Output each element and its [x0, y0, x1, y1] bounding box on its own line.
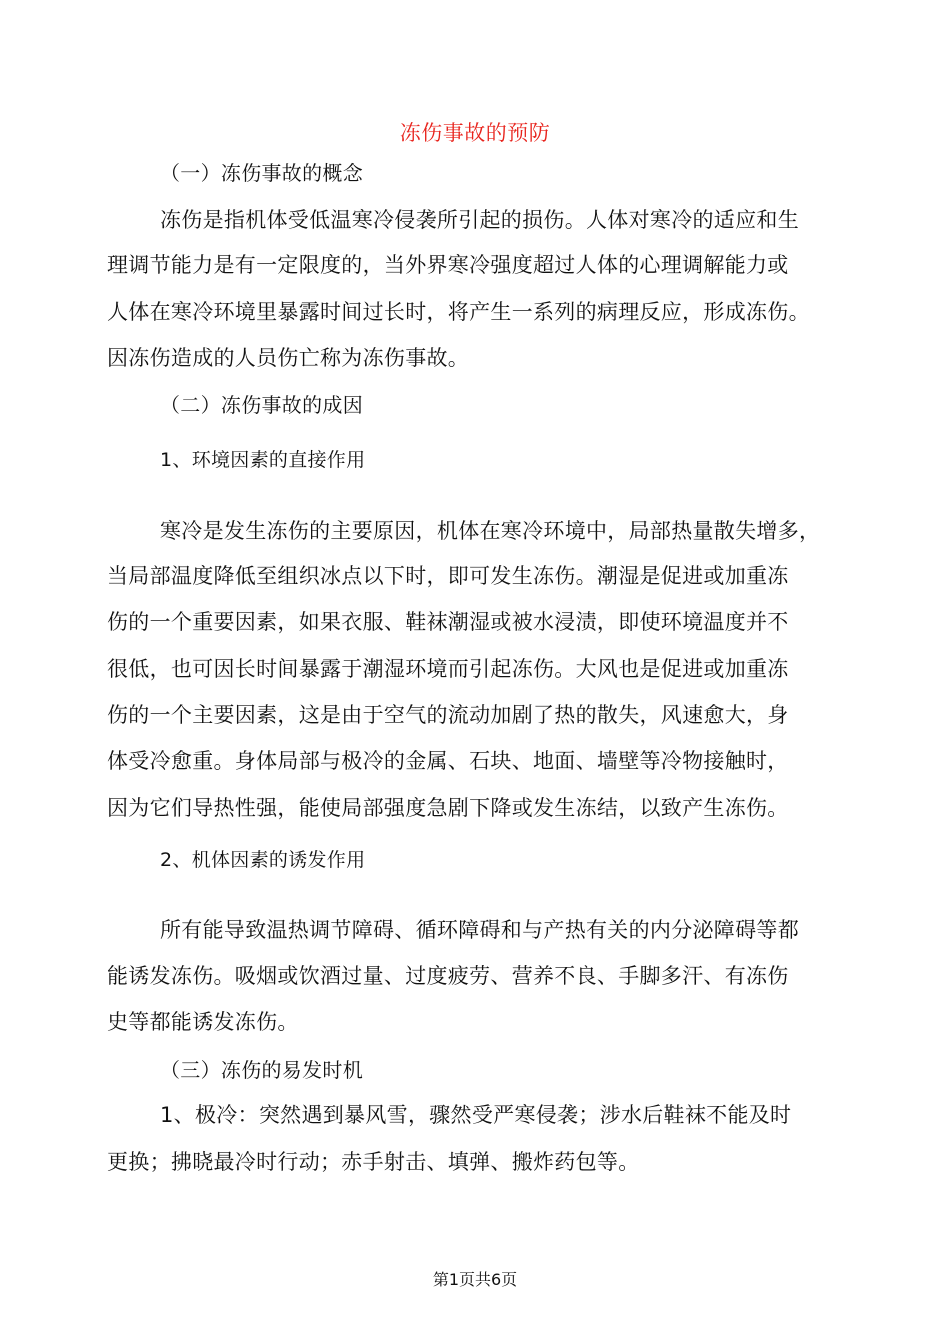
paragraph-line: 1、极冷：突然遇到暴风雪，骤然受严寒侵袭；涉水后鞋袜不能及时	[160, 1103, 792, 1127]
paragraph-line: 所有能导致温热调节障碍、循环障碍和与产热有关的内分泌障碍等都	[160, 918, 799, 942]
paragraph-line: 更换；拂晓最冷时行动；赤手射击、填弹、搬炸药包等。	[107, 1150, 640, 1174]
paragraph-line: 因冻伤造成的人员伤亡称为冻伤事故。	[107, 346, 470, 370]
subheading-1: 1、环境因素的直接作用	[160, 449, 366, 471]
paragraph-line: 理调节能力是有一定限度的，当外界寒冷强度超过人体的心理调解能力或	[107, 253, 789, 277]
paragraph-line: 伤的一个重要因素，如果衣服、鞋袜潮湿或被水浸渍，即使环境温度并不	[107, 610, 789, 634]
paragraph-line: 冻伤是指机体受低温寒冷侵袭所引起的损伤。人体对寒冷的适应和生	[160, 208, 799, 232]
subheading-2: 2、机体因素的诱发作用	[160, 849, 366, 871]
section-heading-3: （三）冻伤的易发时机	[160, 1058, 363, 1082]
paragraph-line: 人体在寒冷环境里暴露时间过长时，将产生一系列的病理反应，形成冻伤。	[107, 300, 810, 324]
paragraph-line: 史等都能诱发冻伤。	[107, 1010, 299, 1034]
paragraph-line: 当局部温度降低至组织冰点以下时，即可发生冻伤。潮湿是促进或加重冻	[107, 564, 789, 588]
paragraph-line: 寒冷是发生冻伤的主要原因，机体在寒冷环境中，局部热量散失增多，	[160, 519, 821, 543]
section-heading-2: （二）冻伤事故的成因	[160, 393, 363, 417]
paragraph-line: 体受冷愈重。身体局部与极冷的金属、石块、地面、墙壁等冷物接触时，	[107, 749, 789, 773]
document-title: 冻伤事故的预防	[399, 121, 551, 145]
paragraph-line: 能诱发冻伤。吸烟或饮酒过量、过度疲劳、营养不良、手脚多汗、有冻伤	[107, 964, 789, 988]
paragraph-line: 因为它们导热性强，能使局部强度急剧下降或发生冻结，以致产生冻伤。	[107, 796, 789, 820]
page-footer: 第1页共6页	[432, 1270, 518, 1289]
paragraph-line: 很低，也可因长时间暴露于潮湿环境而引起冻伤。大风也是促进或加重冻	[107, 657, 789, 681]
paragraph-line: 伤的一个主要因素，这是由于空气的流动加剧了热的散失，风速愈大，身	[107, 703, 789, 727]
section-heading-1: （一）冻伤事故的概念	[160, 161, 363, 185]
